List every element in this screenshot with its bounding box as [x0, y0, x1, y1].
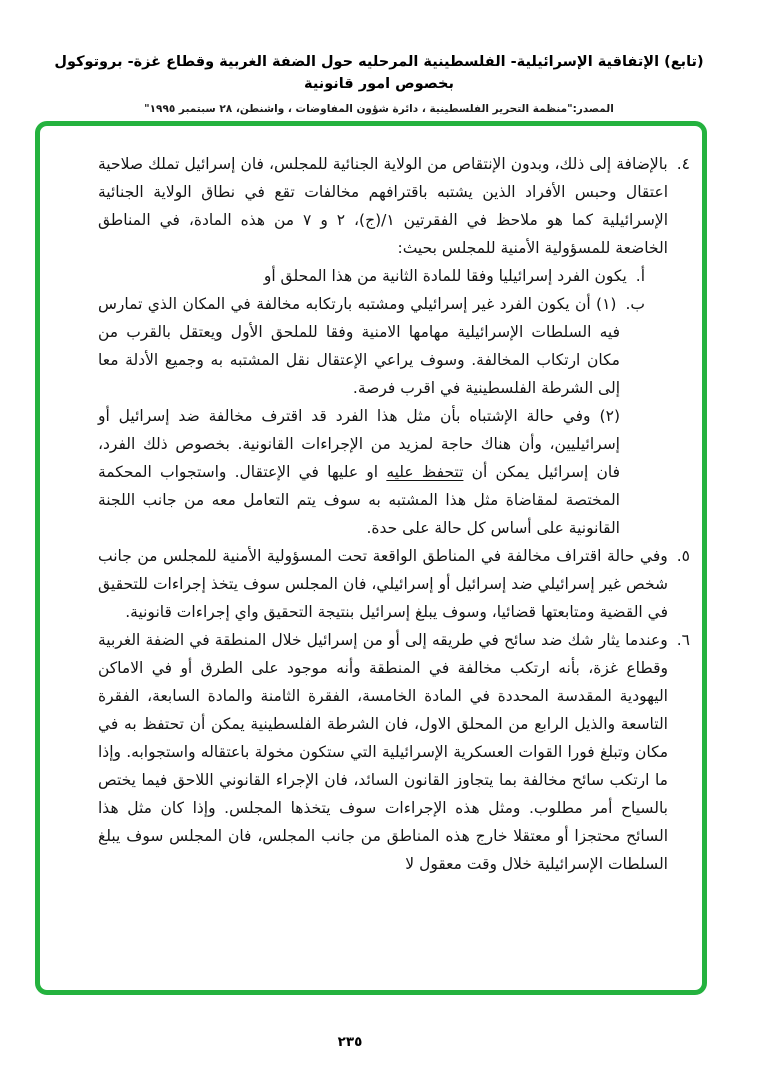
- paragraph-marker: ٦.: [676, 631, 690, 649]
- paragraph-marker: ب.: [625, 295, 645, 313]
- paragraph-marker: (٢): [599, 407, 620, 425]
- underlined-phrase: تتحفظ عليه: [386, 463, 464, 481]
- paragraph: ٤.بالإضافة إلى ذلك، وبدون الإنتقاص من الولاية الجنائية للمجلس، فان إسرائيل تملك صلاحية اعتقال وحبس الأفراد الذين يشتبه باقترافهم مخالفات تقع في نطاق الولاية الجنائية الإسرائيلية كما هو ملاحظ في الفقرتين ١/(ج)، ٢ و ٧ من هذه المادة، في المناطق الخاضعة للمسؤولية الأمنية للمجلس بحيث:: [98, 155, 690, 257]
- document-header: [28, 52, 730, 115]
- document-body: [40, 126, 702, 878]
- page-title: (تابع) الإتفاقية الإسرائيلية- الفلسطينية المرحليه حول الضفة الغربية وقطاع غزة- بروتوكول بخصوص امور قانونية: [54, 54, 704, 92]
- paragraph: ٦.وعندما يثار شك ضد سائح في طريقه إلى أو من إسرائيل خلال المنطقة في الضفة الغربية وقطاع غزة، بأنه ارتكب مخالفة في المنطقة وأنه موجود على الطرق أو في الاماكن اليهودية المقدسة المحددة في المادة الخامسة، الفقرة الثامنة والمادة السابعة، الفقرة التاسعة والذيل الرابع من المحلق الاول، فان الشرطة الفلسطينية يمكن أن تحتفظ به في مكان وتبلغ فورا القوات العسكرية الإسرائيلية التي ستكون مخولة باعتقاله واستجوابه. وإذا ما ارتكب سائح مخالفة بما يتجاوز القانون السائد، فان الإجراء القانوني اللاحق فيما يختص بالسياح أمر مطلوب. ومثل هذه الإجراءات سوف يتخذها المجلس. وإذا كان مثل هذا السائح محتجزا أو معتقلا خارج هذه المناطق من جانب المجلس، فان المجلس سوف يبلغ السلطات الإسرائيلية خلال وقت معقول لا: [98, 631, 690, 873]
- source-line: المصدر:"منظمة التحرير الفلسطينية ، دائرة شؤون المفاوضات ، واشنطن، ٢٨ سبتمبر ١٩٩٥": [144, 102, 614, 115]
- green-border-box: [35, 121, 707, 995]
- paragraph: ٥.وفي حالة اقتراف مخالفة في المناطق الواقعة تحت المسؤولية الأمنية للمجلس من جانب شخص غير إسرائيلي ضد إسرائيل أو إسرائيلي، فان المجلس سوف يتخذ إجراءات للتحقيق في القضية ومتابعتها قضائيا، وسوف يبلغ إسرائيل بنتيجة التحقيق واي إجراءات قانونية.: [98, 547, 690, 621]
- paragraph-marker: أ.: [635, 267, 645, 285]
- paragraph: ب.(١) أن يكون الفرد غير إسرائيلي ومشتبه بارتكابه مخالفة في المكان الذي تمارس فيه السلطات الإسرائيلية مهامها الامنية وفقا للملحق الأول ويعتقل بالقرب من مكان ارتكاب المخالفة. وسوف يراعي الإعتقال نقل المشتبه به وجميع الأدلة معا إلى الشرطة الفلسطينية في اقرب فرصة.: [98, 295, 645, 397]
- paragraph: (٢)وفي حالة الإشتباه بأن مثل هذا الفرد قد اقترف مخالفة ضد إسرائيل أو إسرائيليين، وأن هناك حاجة لمزيد من الإجراءات القانونية. بخصوص ذلك الفرد، فان إسرائيل يمكن أن تتحفظ عليه او عليها في الإعتقال. واستجواب المحكمة المختصة لمقاضاة مثل هذا المشتبه به سوف يتم التعامل معه من جانب اللجنة القانونية على أساس كل حالة على حدة.: [98, 407, 620, 537]
- paragraph: أ.يكون الفرد إسرائيليا وفقا للمادة الثانية من هذا المحلق أو: [263, 267, 645, 285]
- paragraph-marker: ٥.: [676, 547, 690, 565]
- paragraph-marker: ٤.: [676, 155, 690, 173]
- page-number: ٢٣٥: [337, 1034, 363, 1050]
